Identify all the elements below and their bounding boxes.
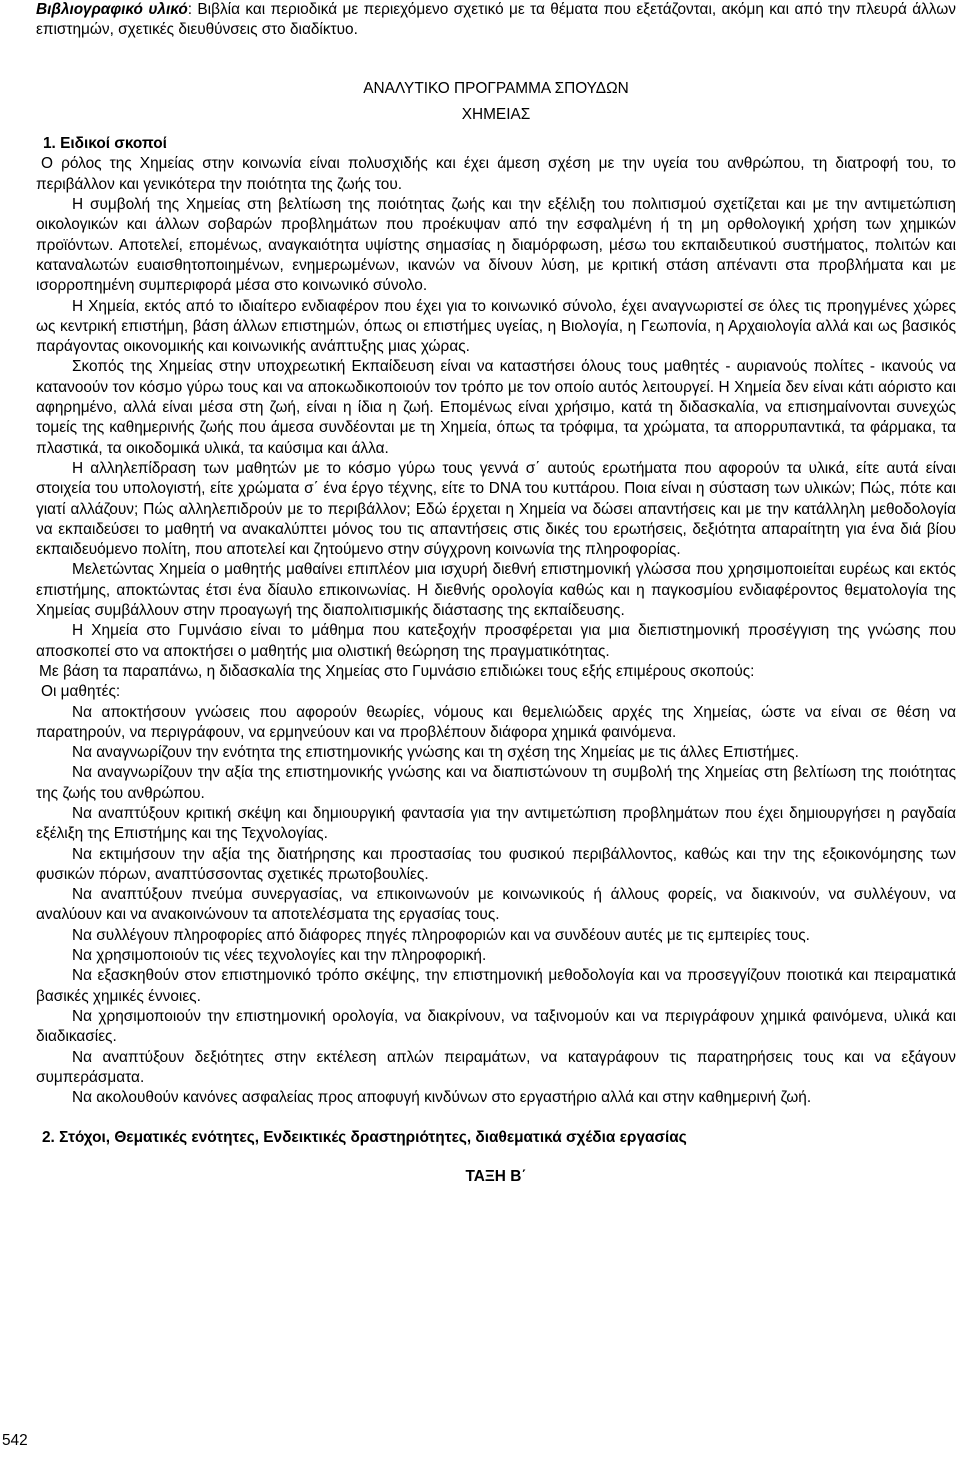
goal-item: Να αναγνωρίζουν την ενότητα της επιστημονικής γνώσης και τη σχέση της Χημείας με τις άλλες Επιστήμες.	[72, 744, 799, 762]
bibliography-label: Βιβλιογραφικό υλικό	[36, 1, 188, 18]
goal-item: Να ακολουθούν κανόνες ασφαλείας προς αποφυγή κινδύνων στο εργαστήριο αλλά και στην καθημερινή ζωή.	[72, 1089, 812, 1107]
paragraph-3: Η Χημεία, εκτός από το ιδιαίτερο ενδιαφέρον που έχει για το κοινωνικό σύνολο, έχει αναγνωριστεί σε όλες τις προηγμένες χώρες ως κεντρική επιστήμη, βάση άλλων επιστημών, όπως οι επιστήμες υγείας, η Βιολογία, η Γεωπονία, η Αρχαιολογία αλλά και ως βασικός παράγοντας οικονομικής και κοινωνικής ανάπτυξης μιας χώρας.	[36, 297, 956, 356]
section2-title: 2. Στόχοι, Θεματικές ενότητες, Ενδεικτικές δραστηριότητες, διαθεματικά σχέδια εργασίας	[42, 1129, 687, 1147]
paragraph-2: Η συμβολή της Χημείας στη βελτίωση της ποιότητας ζωής και την εξέλιξη του πολιτισμού σχετίζεται και με την αντιμετώπιση οικολογικών και άλλων σοβαρών προβλημάτων που προέκυψαν από την εσφαλμένη ή τη μη ορθολογική χρήση των χημικών προϊόντων. Αποτελεί, επομένως, αναγκαιότητα υψίστης σημασίας η διαμόρφωση, μέσω του εκπαιδευτικού συστήματος, πολιτών και καταναλωτών ευαισθητοποιημένων, ενημερωμένων, ικανών να δίνουν λύση, με κριτική στάση απέναντι στα προβλήματα και με ισορροπημένη συμπεριφορά μέσα στο κοινωνικό σύνολο.	[36, 196, 956, 295]
paragraph-5: Η αλληλεπίδραση των μαθητών με το κόσμο γύρω τους γεννά σ΄ αυτούς ερωτήματα που αφορούν τα υλικά, είτε αυτά είναι στοιχεία του υπολογιστή, είτε χρώματα σ΄ ένα έργο τέχνης, είτε το DNA του κυττάρου. Ποια είναι η σύσταση των υλικών; Πώς, πότε και γιατί αλλάζουν; Πώς αλληλεπιδρούν με το περιβάλλον; Εδώ έρχεται η Χημεία να δώσει απαντήσεις και με την κατάλληλη μεθοδολογία να εκπαιδεύσει το μαθητή να ανακαλύπτει μόνος του τις απαντήσεις στις δικές του ερωτήσεις, δεξιότητα απαραίτητη για ένα διά βίου εκπαιδευόμενο πολίτη, που αποτελεί και ζητούμενο στην σύγχρονη κοινωνία της πληροφορίας.	[36, 459, 956, 559]
students-label: Οι μαθητές:	[41, 683, 121, 701]
section1-title: 1. Ειδικοί σκοποί	[43, 135, 167, 153]
goal-item: Να χρησιμοποιούν τις νέες τεχνολογίες και την πληροφορική.	[72, 947, 487, 965]
goal-item: Να χρησιμοποιούν την επιστημονική ορολογία, να διακρίνουν, να ταξινομούν και να περιγράφουν χημικά φαινόμενα, υλικά και διαδικασίες.	[36, 1007, 956, 1046]
goal-item: Να αναπτύξουν κριτική σκέψη και δημιουργική φαντασία για την αντιμετώπιση προβλημάτων που έχει δημιουργήσει η ραγδαία εξέλιξη της Επιστήμης και της Τεχνολογίας.	[36, 804, 956, 843]
goal-item: Να αναγνωρίζουν την αξία της επιστημονικής γνώσης και να διαπιστώνουν τη συμβολή της Χημείας στη βελτίωση της ποιότητας της ζωής του ανθρώπου.	[36, 764, 956, 802]
page-number: 542	[2, 1432, 28, 1449]
goal-item: Να εκτιμήσουν την αξία της διατήρησης και προστασίας του φυσικού περιβάλλοντος, καθώς και την της εξοικονόμησης των φυσικών πόρων, αναπτύσσοντας σχετικές πρωτοβουλίες.	[36, 845, 956, 883]
paragraph-1: Ο ρόλος της Χημείας στην κοινωνία είναι πολυσχιδής και έχει άμεση σχέση με την υγεία του ανθρώπου, τη διατροφή του, το περιβάλλον και γενικότερα την ποιότητα της ζωής του.	[36, 155, 956, 193]
program-title: ΑΝΑΛΥΤΙΚΟ ΠΡΟΓΡΑΜΜΑ ΣΠΟΥΔΩΝ	[363, 79, 629, 97]
paragraph-4: Σκοπός της Χημείας στην υποχρεωτική Εκπαίδευση είναι να καταστήσει όλους τους μαθητές - αυριανούς πολίτες - ικανούς να κατανοούν τον κόσμο γύρω τους και να αποκωδικοποιούν τον τρόπο με τον οποίο αυτός λειτουργεί. Η Χημεία δεν είναι κάτι αόριστο και αφηρημένο, αλλά είναι μέσα στη ζωή, είναι η ίδια η ζωή. Επομένως είναι χρήσιμο, κατά τη διδασκαλία, να επισημαίνονται συνεχώς τομείς της καθημερινής ζωής που άμεσα συνδέονται με τη Χημεία, όπως τα τρόφιμα, τα χρώματα, τα απορρυπαντικά, τα φάρμακα, τα πλαστικά, τα οικοδομικά υλικά, τα καύσιμα και άλλα.	[36, 358, 956, 457]
paragraph-7: Η Χημεία στο Γυμνάσιο είναι το μάθημα που κατεξοχήν προσφέρεται για μια διεπιστημονική προσέγγιση της γνώσης που αποσκοπεί στο να αποκτήσει ο μαθητής μια ολιστική θεώρηση της πραγματικότητας.	[36, 622, 956, 660]
bibliography-paragraph	[36, 0, 956, 41]
goal-item: Να συλλέγουν πληροφορίες από διάφορες πηγές πληροφοριών και να συνδέουν αυτές με τις εμπειρίες τους.	[72, 926, 810, 944]
goal-item: Να αναπτύξουν πνεύμα συνεργασίας, να επικοινωνούν με κοινωνικούς ή άλλους φορείς, να διακινούν, να συλλέγουν, να αναλύουν και να ανακοινώνουν τα αποτελέσματα της εργασίας τους.	[36, 886, 956, 924]
paragraph-6: Μελετώντας Χημεία ο μαθητής μαθαίνει επιπλέον μια ισχυρή διεθνή επιστημονική γλώσσα που χρησιμοποιείται ευρέως και εκτός επιστήμης, αποκτώντας έτσι ένα δίαυλο επικοινωνίας. Η διεθνής ορολογία καθώς και η παγκοσμίου ενδιαφέροντος θεματολογία της Χημείας συμβάλλουν στην προαγωγή της διαπολιτισμικής διάστασης της εκπαίδευσης.	[36, 561, 956, 620]
goals-intro: Με βάση τα παραπάνω, η διδασκαλία της Χημείας στο Γυμνάσιο επιδιώκει τους εξής επιμέρους σκοπούς:	[39, 662, 755, 680]
goal-item: Να αποκτήσουν γνώσεις που αφορούν θεωρίες, νόμους και θεμελιώδεις αρχές της Χημείας, ώστε να είναι σε θέση να παρατηρούν, να περιγράφουν, να ερμηνεύουν και να προβλέπουν διάφορα χημικά φαινόμενα.	[36, 703, 956, 741]
goal-item: Να αναπτύξουν δεξιότητες στην εκτέλεση απλών πειραμάτων, να καταγράφουν τις παρατηρήσεις τους και να εξάγουν συμπεράσματα.	[36, 1048, 956, 1086]
bibliography-text: : Βιβλία και περιοδικά με περιεχόμενο σχετικό με τα θέματα που εξετάζονται, ακόμη και από την πλευρά άλλων επιστημών, σχετικές διευθύνσεις στο διαδίκτυο.	[36, 1, 956, 39]
subject-title: ΧΗΜΕΙΑΣ	[461, 105, 531, 123]
document-content	[36, 0, 956, 1187]
class-title: ΤΑΞΗ Β΄	[465, 1167, 527, 1185]
goal-item: Να εξασκηθούν στον επιστημονικό τρόπο σκέψης, την επιστημονική μεθοδολογία και να προσεγγίζουν ποιοτικά και πειραματικά βασικές χημικές έννοιες.	[36, 967, 956, 1005]
